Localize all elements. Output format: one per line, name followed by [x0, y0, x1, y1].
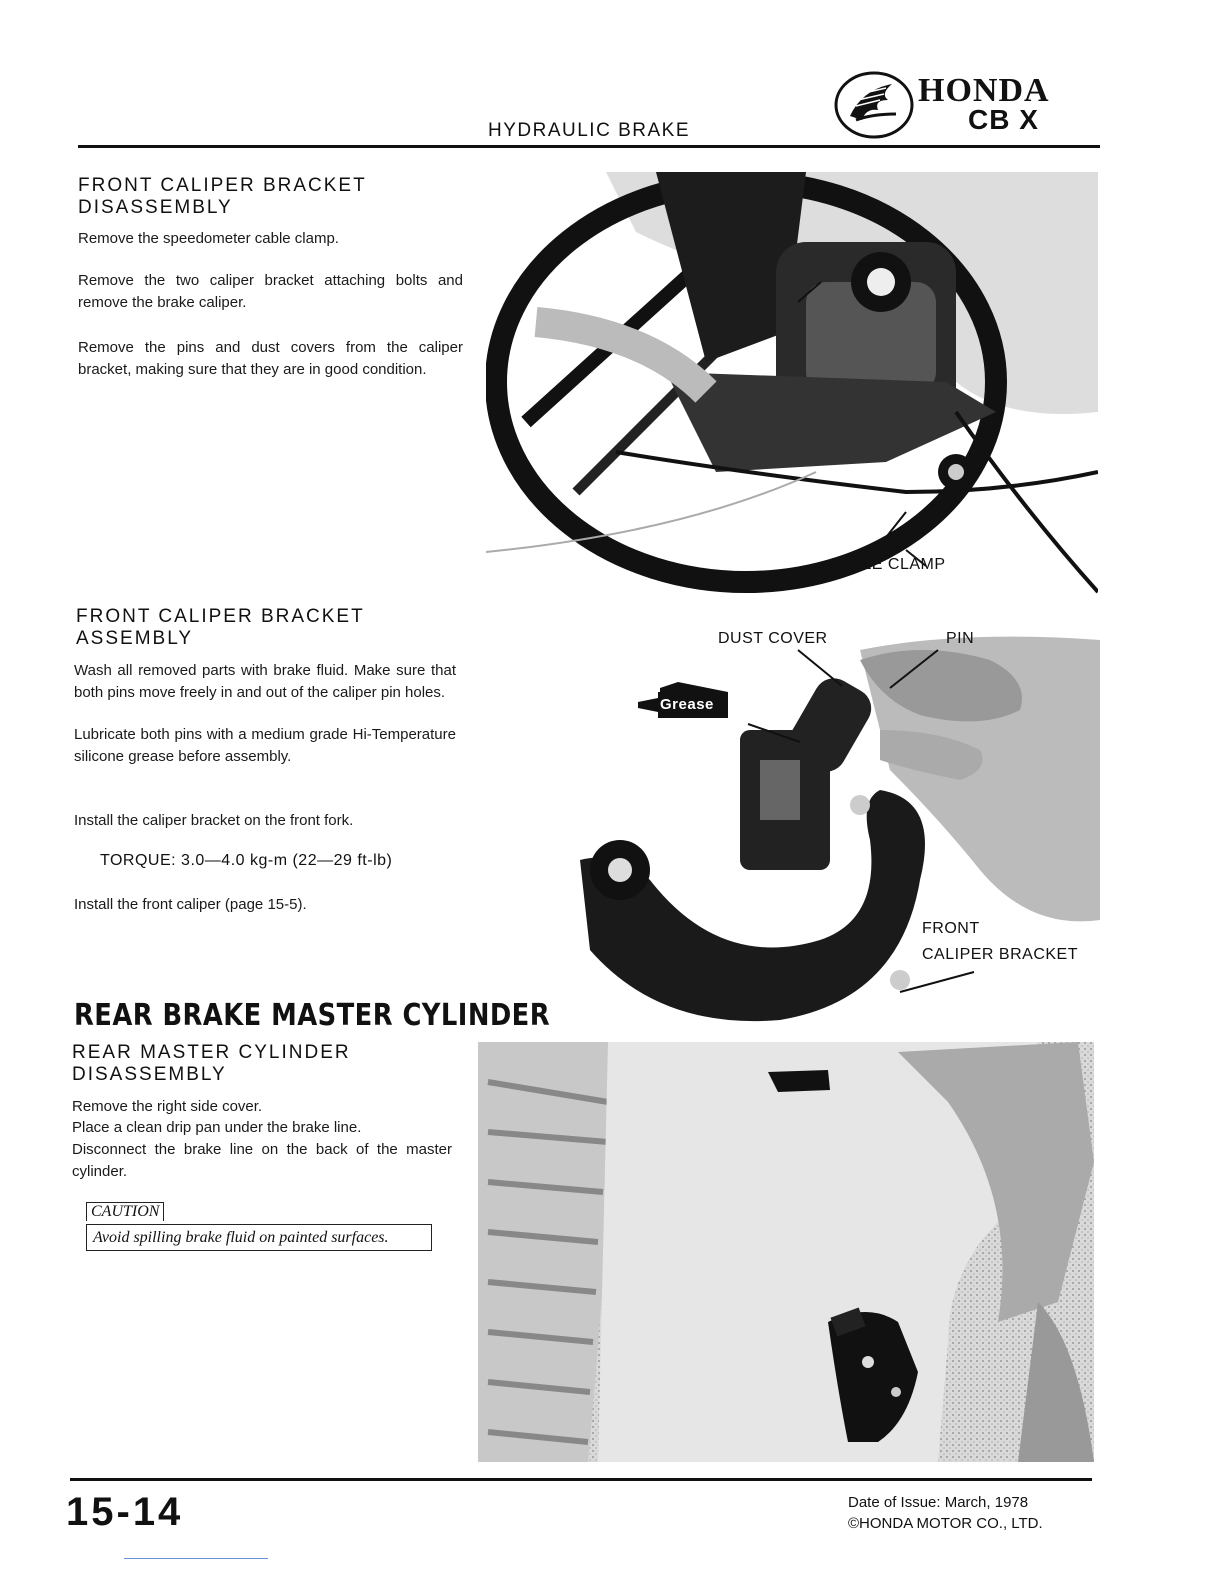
step-place-drip-pan: Place a clean drip pan under the brake line. — [72, 1119, 362, 1136]
step-remove-clamp: Remove the speedometer cable clamp. — [78, 230, 339, 247]
step-remove-pins: Remove the pins and dust covers from the caliper bracket, making sure that they are in good condition. — [78, 339, 463, 378]
grease-label: Grease — [660, 696, 714, 713]
caliper-removal-photo — [486, 172, 1098, 602]
step-wash-parts: Wash all removed parts with brake fluid. Make sure that both pins move freely in and out of the caliper pin holes. — [74, 662, 456, 701]
caliper-bracket-photo — [560, 620, 1100, 1035]
step-remove-side-cover: Remove the right side cover. — [72, 1098, 263, 1115]
rear-master-cylinder-heading: REAR MASTER CYLINDER DISASSEMBLY — [72, 1042, 351, 1085]
step-lubricate-pins: Lubricate both pins with a medium grade Hi-Temperature silicone grease before assembly. — [74, 726, 456, 765]
issue-date: Date of Issue: March, 1978 — [848, 1494, 1029, 1511]
rear-master-cylinder-title: REAR BRAKE MASTER CYLINDER — [74, 998, 551, 1033]
footer-rule — [70, 1478, 1092, 1481]
caution-label: CAUTION — [86, 1202, 164, 1221]
copyright: ©HONDA MOTOR CO., LTD. — [848, 1515, 1043, 1532]
brand-name: HONDA — [918, 72, 1050, 109]
step-install-caliper: Install the front caliper (page 15-5). — [74, 896, 307, 913]
torque-spec: TORQUE: 3.0—4.0 kg-m (22—29 ft-lb) — [100, 852, 393, 869]
scan-mark-line — [124, 1558, 268, 1559]
section-title: HYDRAULIC BRAKE — [488, 120, 690, 141]
caution-text: Avoid spilling brake fluid on painted surfaces. — [86, 1224, 432, 1251]
honda-wing-logo-icon — [832, 70, 916, 140]
front-caliper-disassembly-heading: FRONT CALIPER BRACKET DISASSEMBLY — [78, 175, 367, 218]
front-caliper-assembly-heading: FRONT CALIPER BRACKET ASSEMBLY — [76, 606, 365, 649]
model-name: CB X — [968, 104, 1039, 135]
rear-master-cylinder-photo — [478, 1042, 1094, 1462]
front-bracket-label-line2: CALIPER BRACKET — [922, 946, 1078, 963]
page-number: 15-14 — [66, 1490, 184, 1534]
step-disconnect-brake-line: Disconnect the brake line on the back of the master cylinder. — [72, 1141, 452, 1180]
step-install-bracket: Install the caliper bracket on the front fork. — [74, 812, 354, 829]
footer-meta — [848, 1492, 1043, 1534]
cable-clamp-label: CABLE CLAMP — [828, 556, 946, 573]
header-rule — [78, 145, 1100, 148]
dust-cover-label: DUST COVER — [718, 630, 828, 647]
step-remove-bolts: Remove the two caliper bracket attaching bolts and remove the brake caliper. — [78, 272, 463, 311]
pin-label: PIN — [946, 630, 975, 647]
front-bracket-label-line1: FRONT — [922, 920, 980, 937]
